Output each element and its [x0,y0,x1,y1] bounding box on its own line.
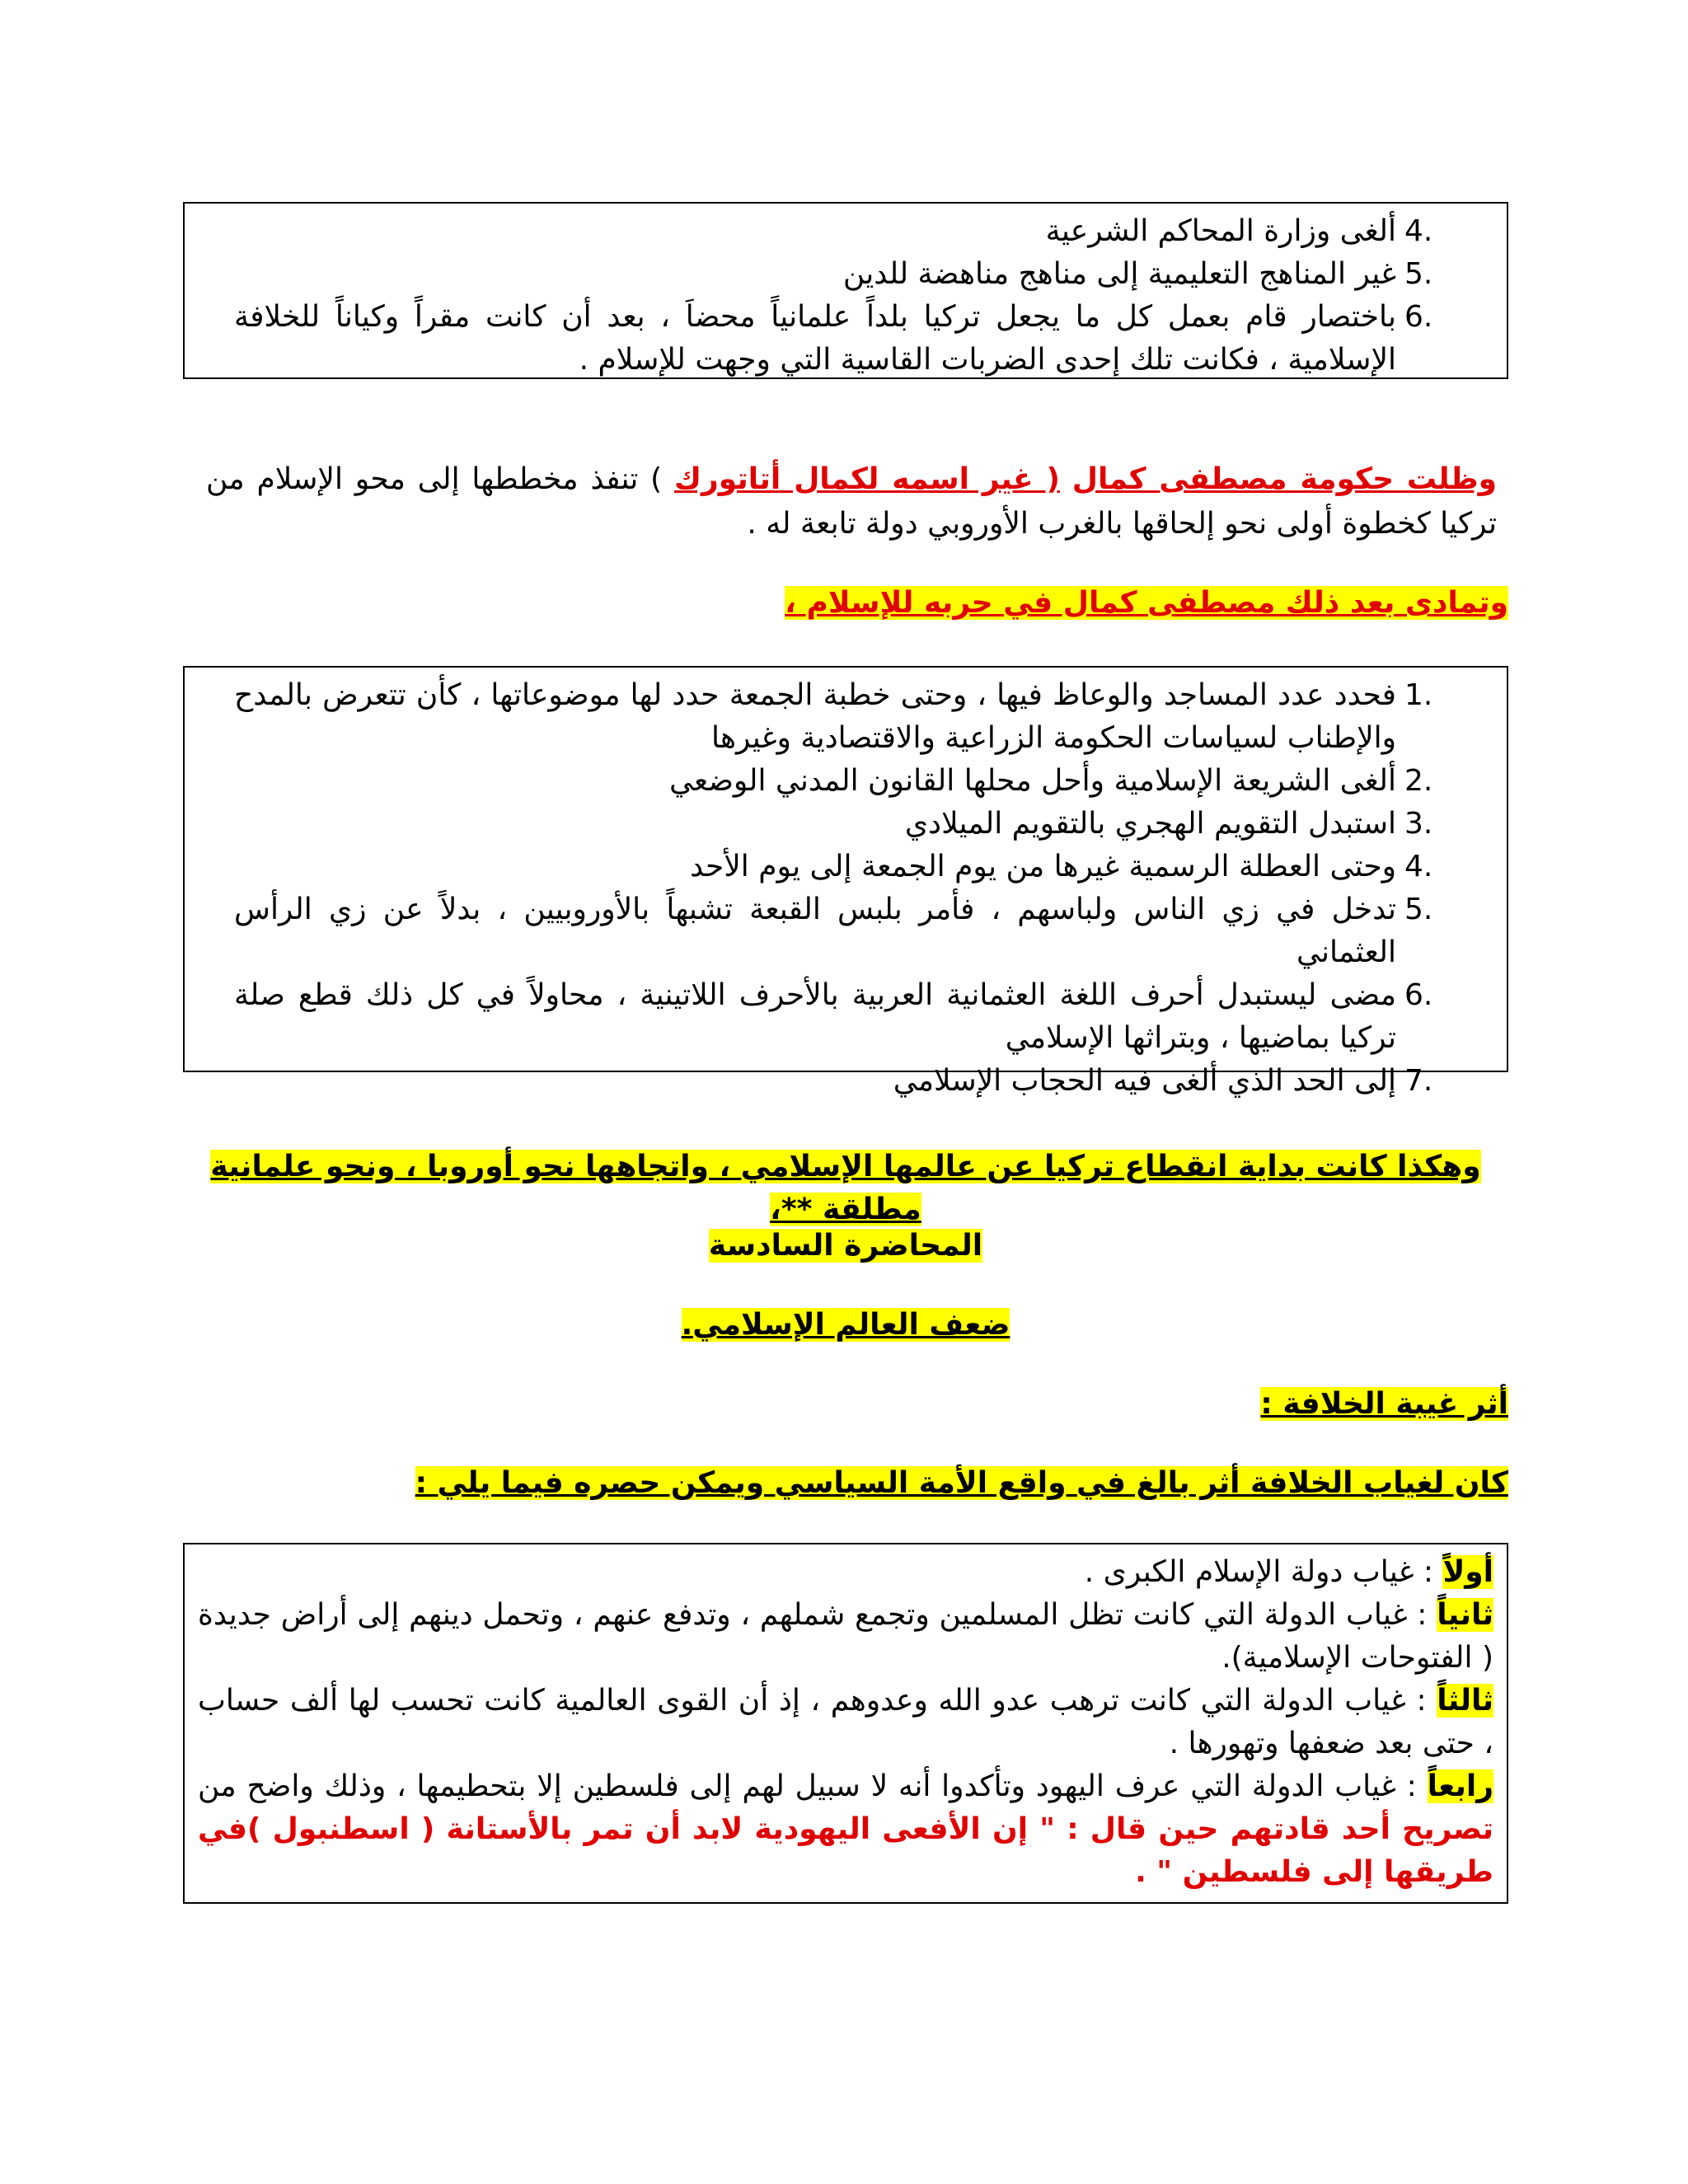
list-item-text: ألغى وزارة المحاكم الشرعية [1045,214,1396,248]
list-item-number: 5. [1404,893,1433,926]
lecture-title: المحاضرة السادسة [708,1229,983,1263]
section-title: أثر غيبة الخلافة : [1260,1387,1508,1421]
list-item [234,210,1457,253]
effect-text: : غياب الدولة التي عرف اليهود وتأكدوا أنه لا سبيل لهم إلى فلسطين إلا بتحطيمها ، وذلك واضح من [198,1769,1417,1803]
list-item-number: 4. [1404,850,1433,883]
lecture-subtitle: ضعف العالم الإسلامي. [681,1308,1010,1342]
list-item-text: باختصار قام بعمل كل ما يجعل تركيا بلداً علمانياً محضاَ ، بعد أن كانت مقراً وكياناً للخلافة الإسلامية ، فكانت تلك إحدى الضربات القاسية التي وجهت للإسلام . [234,300,1396,377]
effect-first [198,1551,1493,1594]
list-item-text: وحتى العطلة الرسمية غيرها من يوم الجمعة إلى يوم الأحد [690,850,1396,883]
list-item-number: 7. [1404,1064,1433,1098]
paragraph-rest: ) تنفذ مخططها إلى محو الإسلام من تركيا كخطوة أولى نحو إلحاقها بالغرب الأوروبي دولة تابعة له . [206,462,1497,541]
list-item-number: 3. [1404,807,1433,841]
list-item [234,803,1457,846]
list-item [234,296,1457,382]
list-item-text: غير المناهج التعليمية إلى مناهج مناهضة للدين [842,257,1396,291]
caliphate-effects-box [183,1543,1508,1904]
list-item-number: 4. [1404,214,1433,248]
list-item [234,253,1457,296]
effect-label: ثالثاً [1437,1684,1494,1718]
list-item-text: ألغى الشريعة الإسلامية وأحل محلها القانون المدني الوضعي [668,764,1396,798]
effect-text: : غياب دولة الإسلام الكبرى . [1084,1555,1434,1589]
list-item-text: فحدد عدد المساجد والوعاظ فيها ، وحتى خطبة الجمعة حدد لها موضوعاتها ، كأن تتعرض بالمدح والإطناب لسياسات الحكومة الزراعية والاقتصادية وغيرها [234,678,1396,755]
list-item-text: استبدل التقويم الهجري بالتقويم الميلادي [904,807,1396,841]
list-item [234,846,1457,888]
list-item-number: 2. [1404,764,1433,798]
reforms-list-b [234,674,1457,1103]
paragraph-lead: وظلت حكومة مصطفى كمال [1071,462,1498,496]
effect-text: : غياب الدولة التي كانت تظل المسلمين وتجمع شملهم ، وتدفع عنهم ، وتحمل دينهم إلى أراض جديدة ( الفتوحات الإسلامية). [198,1598,1493,1675]
section-intro: كان لغياب الخلافة أثر بالغ في واقع الأمة السياسي ويمكن حصره فيما يلي : [415,1466,1508,1500]
list-item-text: تدخل في زي الناس ولباسهم ، فأمر بلبس القبعة تشبهاً بالأوروبيين ، بدلاً عن زي الرأس العثماني [234,893,1396,969]
list-item [234,760,1457,803]
reforms-list-a [234,210,1457,382]
paragraph-ataturk-government [206,457,1497,546]
reforms-list-box-b [183,666,1508,1098]
list-item [234,974,1457,1060]
list-item-number: 5. [1404,257,1433,291]
effect-label: ثانياً [1437,1598,1493,1632]
paragraph-escalation: وتمادى بعد ذلك مصطفى كمال في حربه للإسلام ، [785,586,1508,620]
list-item [234,1060,1457,1103]
list-item-number: 6. [1404,300,1433,334]
effect-label: رابعاً [1427,1769,1493,1803]
effect-second [198,1594,1493,1680]
list-item-text: إلى الحد الذي ألغى فيه الحجاب الإسلامي [893,1064,1396,1098]
list-item [234,674,1457,760]
reforms-list-box-a [183,202,1508,379]
paragraph-paren: ( غير اسمه لكمال أتاتورك [674,462,1060,496]
list-item-number: 6. [1404,978,1433,1012]
effect-label: أولاً [1442,1555,1493,1589]
effect-quote: تصريح أحد قادتهم حين قال : " إن الأفعى اليهودية لابد أن تمر بالأستانة ( اسطنبول )في طريقها إلى فلسطين " . [198,1812,1493,1889]
list-item-number: 1. [1404,678,1433,712]
conclusion-line: وهكذا كانت بداية انقطاع تركيا عن عالمها الإسلامي ، واتجاهها نحو أوروبا ، ونحو علمانية مطلقة **، [210,1150,1481,1226]
effect-text: : غياب الدولة التي كانت ترهب عدو الله وعدوهم ، إذ أن القوى العالمية كانت تحسب لها ألف حساب ، حتى بعد ضعفها وتهورها . [198,1684,1493,1760]
effect-fourth [198,1765,1493,1894]
list-item [234,888,1457,974]
list-item-text: مضى ليستبدل أحرف اللغة العثمانية العربية بالأحرف اللاتينية ، محاولاً في كل ذلك قطع صلة تركيا بماضيها ، وبتراثها الإسلامي [234,978,1396,1055]
effect-third [198,1680,1493,1765]
